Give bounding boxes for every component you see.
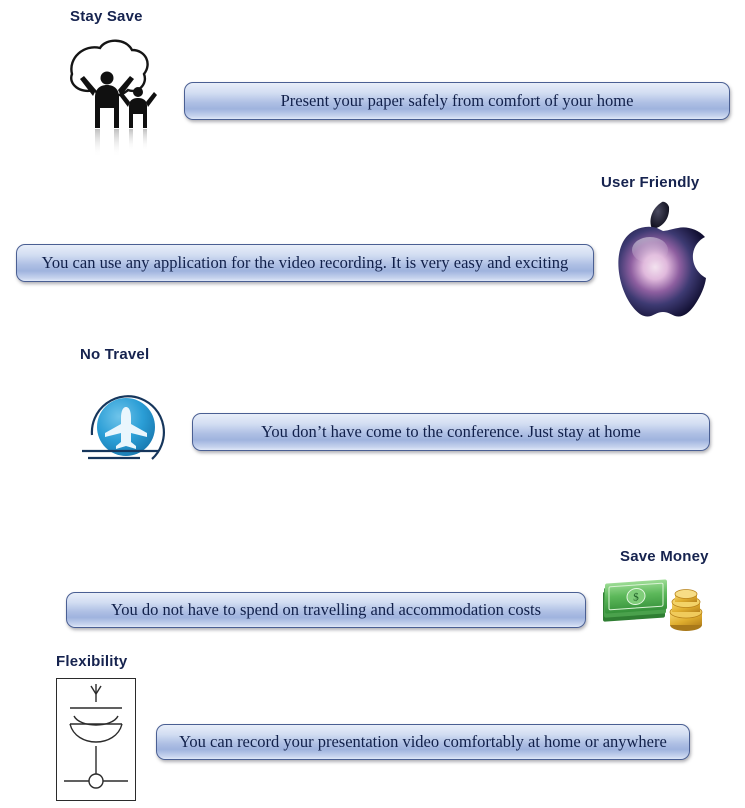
airplane-icon: [74, 385, 194, 480]
callout-bar-save-money[interactable]: [66, 592, 586, 628]
money-cash-coins-icon: [600, 572, 710, 634]
callout-text: You don’t have come to the conference. Just stay at home: [261, 421, 641, 441]
callout-text: You do not have to spend on travelling and accommodation costs: [110, 599, 541, 619]
callout-bar-flexibility[interactable]: [156, 724, 690, 760]
heading-save-money: Save Money: [620, 548, 709, 565]
heading-no-travel: No Travel: [80, 346, 150, 363]
flexibility-diagram-icon: [56, 678, 138, 803]
callout-bar-stay-save[interactable]: [184, 82, 730, 120]
callout-bar-no-travel[interactable]: [192, 413, 710, 451]
heading-user-friendly: User Friendly: [601, 174, 700, 191]
family-tree-icon: [50, 32, 160, 160]
heading-stay-save: Stay Save: [70, 8, 143, 25]
callout-bar-user-friendly[interactable]: [16, 244, 594, 282]
callout-text: You can use any application for the video recording. It is very easy and exciting: [41, 252, 569, 272]
heading-flexibility: Flexibility: [56, 653, 128, 670]
svg-text:$: $: [633, 591, 639, 604]
callout-text: You can record your presentation video comfortably at home or anywhere: [179, 731, 667, 751]
apple-logo-icon: [600, 198, 715, 328]
callout-text: Present your paper safely from comfort of your home: [280, 90, 634, 110]
